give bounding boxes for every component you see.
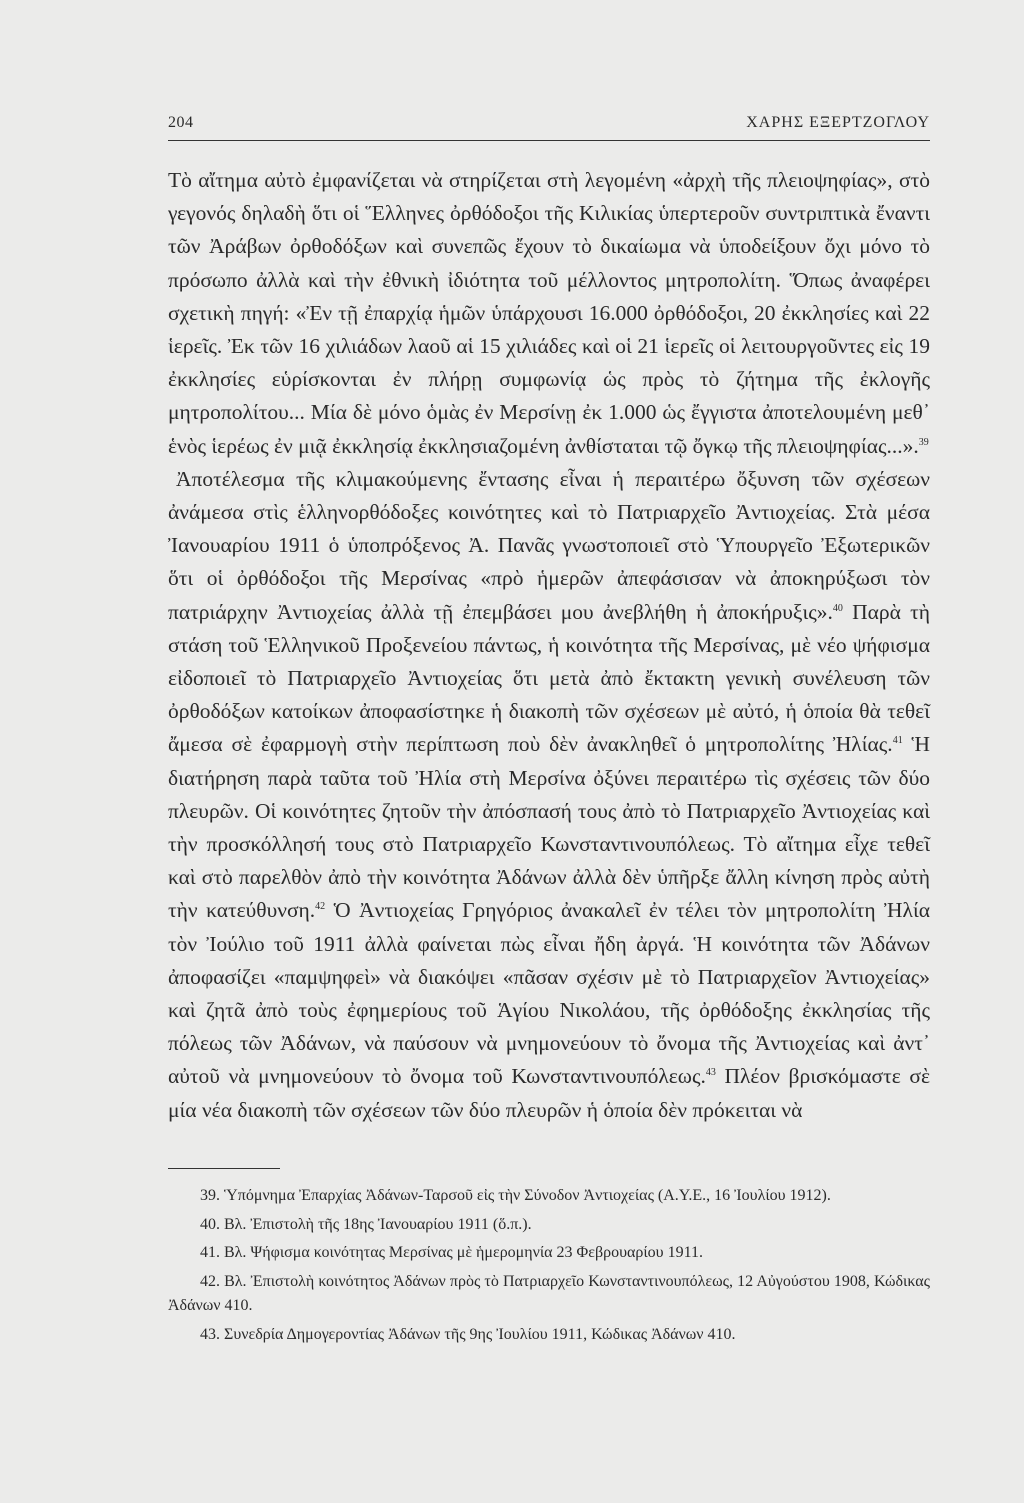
running-head: ΧΑΡΗΣ ΕΞΕΡΤΖΟΓΛΟΥ xyxy=(746,114,930,131)
footnote-rule xyxy=(168,1168,280,1169)
footnotes xyxy=(168,1184,930,1351)
paragraph-text: Παρὰ τὴ στάση τοῦ Ἑλληνικοῦ Προξενείου πάντως, ἡ κοινότητα τῆς Μερσίνας, μὲ νέο ψήφισμα εἰδοποιεῖ τὸ Πατριαρχεῖο Ἀντιοχείας ὅτι μετὰ ἀπὸ ἔκτακτη γενικὴ συνέλευση τῶν ὀρθοδόξων κατοίκων ἀποφασίστηκε ἡ διακοπὴ τῶν σχέσεων μὲ αὐτό, ἡ ὁποία θὰ τεθεῖ ἄμεσα σὲ ἐφαρμογὴ στὴν περίπτωση ποὺ δὲν ἀνακληθεῖ ὁ μητροπολίτης Ἠλίας. xyxy=(168,599,931,757)
paragraph-text: Ἀποτέλεσμα τῆς κλιμακούμενης ἔντασης εἶναι ἡ περαιτέρω ὄξυνση τῶν σχέσεων ἀνάμεσα στὶς ἑλληνορθόδοξες κοινότητες καὶ τὸ Πατριαρχεῖο Ἀντιοχείας. Στὰ μέσα Ἰανουαρίου 1911 ὁ ὑποπρόξενος Ἀ. Πανᾶς γνωστοποιεῖ στὸ Ὑπουργεῖο Ἐξωτερικῶν ὅτι οἱ ὀρθόδοξοι τῆς Μερσίνας «πρὸ ἡμερῶν ἀπεφάσισαν νὰ ἀποκηρύξωσι τὸν πατριάρχην Ἀντιοχείας ἀλλὰ τῇ ἐπεμβάσει μου ἀνεβλήθη ἡ ἀποκήρυξις». xyxy=(168,466,930,624)
footnote-42: 42. Βλ. Ἐπιστολὴ κοινότητος Ἀδάνων πρὸς τὸ Πατριαρχεῖο Κωνσταντινουπόλεως, 12 Αὐγούστου 1908, Κώδικας Ἀδάνων 410. xyxy=(168,1272,930,1314)
paragraph-2 xyxy=(168,463,930,1127)
footnote-ref: 43 xyxy=(705,1067,716,1079)
body-text xyxy=(168,164,930,1127)
footnote-43: 43. Συνεδρία Δημογεροντίας Ἀδάνων τῆς 9ης Ἰουλίου 1911, Κώδικας Ἀδάνων 410. xyxy=(200,1325,736,1343)
footnote-ref: 41 xyxy=(892,735,903,747)
page-header xyxy=(168,112,930,141)
footnote-41: 41. Βλ. Ψήφισμα κοινότητας Μερσίνας μὲ ἡμερομηνία 23 Φεβρουαρίου 1911. xyxy=(200,1244,704,1261)
footnote-39: 39. Ὑπόμνημα Ἐπαρχίας Ἀδάνων-Ταρσοῦ εἰς τὴν Σύνοδον Ἀντιοχείας (Α.Υ.Ε., 16 Ἰουλίου 1912). xyxy=(200,1187,831,1204)
footnote-40: 40. Βλ. Ἐπιστολὴ τῆς 18ης Ἰανουαρίου 1911 (ὅ.π.). xyxy=(200,1215,532,1233)
paragraph-text: Τὸ αἴτημα αὐτὸ ἐμφανίζεται νὰ στηρίζεται στὴ λεγομένη «ἀρχὴ τῆς πλειοψηφίας», στὸ γεγονός δηλαδὴ ὅτι οἱ Ἕλληνες ὀρθόδοξοι τῆς Κιλικίας ὑπερτεροῦν συντριπτικὰ ἔναντι τῶν Ἀράβων ὀρθοδόξων καὶ συνεπῶς ἔχουν τὸ δικαίωμα νὰ ὑποδείξουν ὄχι μόνο τὸ πρόσωπο ἀλλὰ καὶ τὴν ἐθνικὴ ἰδιότητα τοῦ μέλλοντος μητροπολίτη. Ὅπως ἀναφέρει σχετικὴ πηγή: «Ἐν τῇ ἐπαρχίᾳ ἡμῶν ὑπάρχουσι 16.000 ὀρθόδοξοι, 20 ἐκκλησίες καὶ 22 ἱερεῖς. Ἐκ τῶν 16 χιλιάδων λαοῦ αἱ 15 χιλιάδες καὶ οἱ 21 ἱερεῖς οἱ λειτουργοῦντες εἰς 19 ἐκκλησίες εὑρίσκονται ἐν πλήρῃ συμφωνίᾳ ὡς πρὸς τὸ ζήτημα τῆς ἐκλογῆς μητροπολίτου... Μία δὲ μόνο ὁμὰς ἐν Μερσίνῃ ἐκ 1.000 ὡς ἔγγιστα ἀποτελουμένη μεθ᾽ ἑνὸς ἱερέως ἐν μιᾷ ἐκκλησίᾳ ἐκκλησιαζομένη ἀνθίσταται τῷ ὄγκῳ τῆς πλειοψηφίας...». xyxy=(168,168,930,458)
paragraph-text: Ὁ Ἀντιοχείας Γρηγόριος ἀνακαλεῖ ἐν τέλει τὸν μητροπολίτη Ἠλία τὸν Ἰούλιο τοῦ 1911 ἀλλὰ φαίνεται πὼς εἶναι ἤδη ἀργά. Ἡ κοινότητα τῶν Ἀδάνων ἀποφασίζει «παμψηφεὶ» νὰ διακόψει «πᾶσαν σχέσιν μὲ τὸ Πατριαρχεῖον Ἀντιοχείας» καὶ ζητᾶ ἀπὸ τοὺς ἐφημερίους τοῦ Ἁγίου Νικολάου, τῆς ὀρθόδοξης ἐκκλησίας τῆς πόλεως τῶν Ἀδάνων, νὰ παύσουν νὰ μνημονεύουν τὸ ὄνομα τῆς Ἀντιοχείας καὶ ἀντ᾽ αὐτοῦ νὰ μνημονεύουν τὸ ὄνομα τοῦ Κωνσταντινουπόλεως. xyxy=(168,898,930,1089)
paragraph-1 xyxy=(168,164,930,463)
page-number: 204 xyxy=(168,114,194,131)
paragraph-text: Ἡ διατήρηση παρὰ ταῦτα τοῦ Ἠλία στὴ Μερσίνα ὀξύνει περαιτέρω τὶς σχέσεις τῶν δύο πλευρῶν. Οἱ κοινότητες ζητοῦν τὴν ἀπόσπασή τους ἀπὸ τὸ Πατριαρχεῖο Ἀντιοχείας καὶ τὴν προσκόλλησή τους στὸ Πατριαρχεῖο Κωνσταντινουπόλεως. Τὸ αἴτημα εἶχε τεθεῖ καὶ στὸ παρελθὸν ἀπὸ τὴν κοινότητα Ἀδάνων ἀλλὰ δὲν ὑπῆρξε ἄλλη κίνηση πρὸς αὐτὴ τὴν κατεύθυνση. xyxy=(168,732,931,923)
footnote-ref: 42 xyxy=(315,901,326,913)
footnote-ref: 39 xyxy=(918,436,929,448)
paragraph-text: Πλέον βρισκόμαστε σὲ μία νέα διακοπὴ τῶν σχέσεων τῶν δύο πλευρῶν ἡ ὁποία δὲν πρόκειται νὰ xyxy=(168,1064,930,1122)
footnote-ref: 40 xyxy=(832,602,843,614)
